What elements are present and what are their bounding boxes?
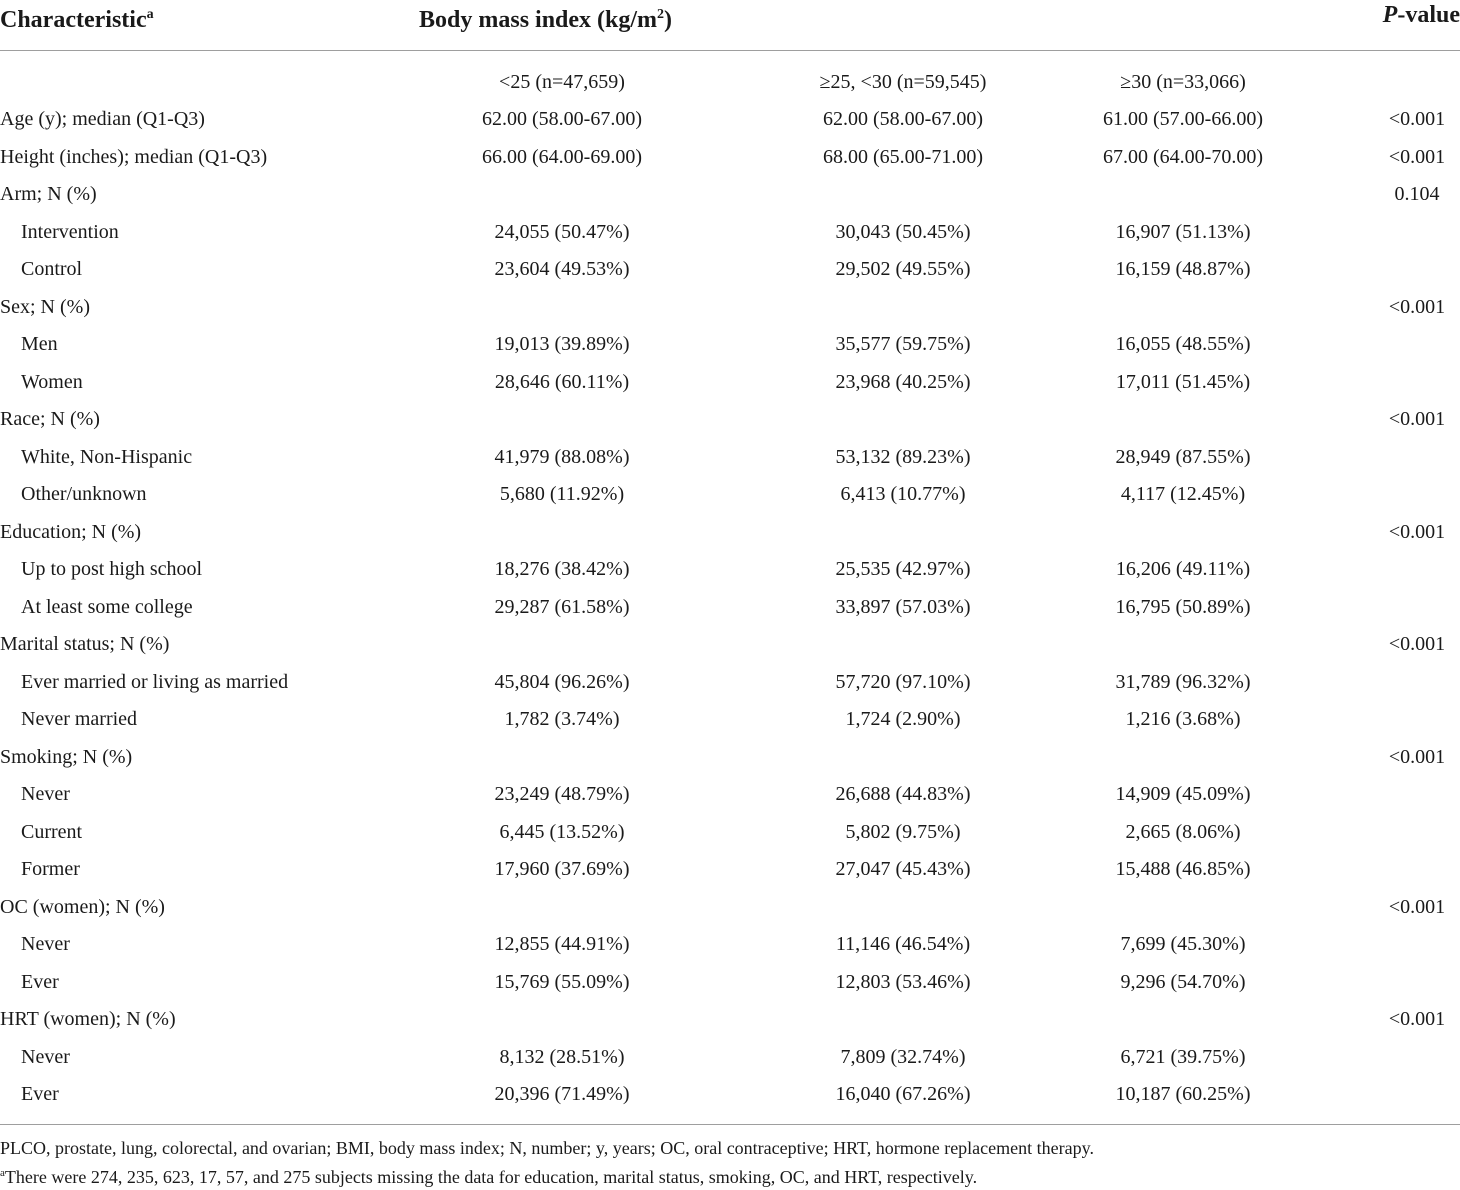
value-bmi-under-25: 19,013 (39.89%) [494, 333, 630, 355]
p-value: <0.001 [1388, 520, 1446, 543]
table-row [0, 739, 1460, 776]
value-bmi-30-plus: 6,721 (39.75%) [1120, 1045, 1246, 1068]
value-bmi-under-25: 24,055 (50.47%) [494, 220, 630, 243]
table-row [0, 889, 1460, 926]
value-bmi-25-to-30: 29,502 (49.55%) [835, 258, 971, 280]
row-label: Ever [21, 970, 59, 993]
value-bmi-25-to-30: 68.00 (65.00-71.00) [823, 145, 983, 168]
table-row [0, 514, 1460, 551]
row-label: Education; N (%) [0, 520, 142, 543]
value-bmi-25-to-30: 26,688 (44.83%) [835, 783, 971, 805]
value-bmi-30-plus: 28,949 (87.55%) [1115, 445, 1251, 468]
value-bmi-25-to-30: 27,047 (45.43%) [835, 858, 971, 880]
value-bmi-under-25: 12,855 (44.91%) [494, 933, 630, 955]
value-bmi-30-plus: 14,909 (45.09%) [1115, 783, 1251, 805]
row-label: Never married [21, 708, 138, 730]
p-value-header: P-value [1382, 2, 1460, 28]
row-label: At least some college [21, 595, 193, 618]
p-value: <0.001 [1388, 108, 1446, 130]
value-bmi-25-to-30: 25,535 (42.97%) [835, 558, 971, 580]
value-bmi-25-to-30: 35,577 (59.75%) [835, 333, 971, 355]
value-bmi-25-to-30: 57,720 (97.10%) [835, 670, 971, 693]
value-bmi-30-plus: 67.00 (64.00-70.00) [1103, 145, 1263, 168]
table-row [0, 214, 1460, 251]
row-label: Former [21, 858, 80, 880]
bmi-group-under-25: <25 (n=47,659) [499, 71, 625, 93]
value-bmi-under-25: 18,276 (38.42%) [494, 558, 630, 580]
row-label: Race; N (%) [0, 408, 100, 430]
missing-data-footnote: $^a$There were 274, 235, 623, 17, 57, and 275 subjects missing the data for education, marital status, smoking, OC, and HRT, respectively. [0, 1167, 978, 1187]
value-bmi-25-to-30: 62.00 (58.00-67.00) [823, 108, 983, 130]
bmi-header: Body mass index $(kg/m^2)$ [419, 7, 673, 33]
row-label: Men [21, 333, 58, 355]
value-bmi-under-25: 20,396 (71.49%) [494, 1083, 630, 1105]
table-row [0, 776, 1460, 813]
table-row [0, 964, 1460, 1001]
value-bmi-under-25: 15,769 (55.09%) [494, 970, 630, 993]
row-label: Current [21, 820, 83, 843]
value-bmi-under-25: 45,804 (96.26%) [494, 670, 630, 693]
table-row [0, 139, 1460, 176]
table-row [0, 589, 1460, 626]
value-bmi-30-plus: 4,117 (12.45%) [1120, 483, 1246, 505]
value-bmi-under-25: 23,604 (49.53%) [494, 258, 630, 280]
value-bmi-25-to-30: 11,146 (46.54%) [835, 933, 971, 955]
row-label: Height (inches); median (Q1-Q3) [0, 145, 268, 168]
value-bmi-under-25: 1,782 (3.74%) [504, 708, 620, 730]
value-bmi-under-25: 28,646 (60.11%) [494, 370, 630, 393]
bmi-group-subheader [0, 64, 1460, 101]
p-value: <0.001 [1388, 295, 1446, 318]
value-bmi-under-25: 41,979 (88.08%) [494, 445, 630, 468]
value-bmi-under-25: 62.00 (58.00-67.00) [482, 108, 642, 130]
value-bmi-30-plus: 9,296 (54.70%) [1120, 970, 1246, 993]
row-label: HRT (women); N (%) [0, 1008, 176, 1030]
bmi-group-30-plus: ≥30 (n=33,066) [1120, 71, 1246, 93]
row-label: Never [21, 783, 70, 805]
table-row [0, 1001, 1460, 1038]
table-row [0, 326, 1460, 363]
table-row [0, 439, 1460, 476]
row-label: OC (women); N (%) [0, 895, 165, 918]
value-bmi-under-25: 5,680 (11.92%) [499, 483, 625, 505]
value-bmi-25-to-30: 53,132 (89.23%) [835, 445, 971, 468]
value-bmi-25-to-30: 7,809 (32.74%) [840, 1045, 966, 1068]
row-label: Up to post high school [21, 558, 203, 580]
table-row [0, 251, 1460, 288]
row-label: Ever married or living as married [21, 670, 289, 693]
table-row [0, 101, 1460, 138]
footnote-marker: a [0, 1167, 5, 1179]
table-row [0, 626, 1460, 663]
value-bmi-under-25: 66.00 (64.00-69.00) [482, 145, 642, 168]
characteristic-header: Characteristic$^a$ [0, 7, 154, 33]
value-bmi-25-to-30: 12,803 (53.46%) [835, 970, 971, 993]
row-label: Women [21, 370, 83, 393]
value-bmi-under-25: 6,445 (13.52%) [499, 820, 625, 843]
table-row [0, 814, 1460, 851]
value-bmi-25-to-30: 1,724 (2.90%) [845, 708, 961, 730]
p-value: <0.001 [1388, 895, 1446, 918]
value-bmi-25-to-30: 30,043 (50.45%) [835, 220, 971, 243]
value-bmi-30-plus: 16,055 (48.55%) [1115, 333, 1251, 355]
value-bmi-30-plus: 7,699 (45.30%) [1120, 933, 1246, 955]
footer-rule [0, 1124, 1460, 1125]
row-label: Intervention [21, 220, 119, 243]
p-value: <0.001 [1388, 1008, 1446, 1030]
value-bmi-30-plus: 2,665 (8.06%) [1125, 820, 1241, 843]
characteristic-footnote-marker: a [146, 7, 154, 22]
row-label: Other/unknown [21, 483, 147, 505]
value-bmi-30-plus: 16,907 (51.13%) [1115, 220, 1251, 243]
p-value: <0.001 [1388, 633, 1446, 655]
p-value: 0.104 [1394, 183, 1440, 205]
table-row [0, 851, 1460, 888]
row-label: Ever [21, 1083, 59, 1105]
table-row [0, 364, 1460, 401]
value-bmi-under-25: 29,287 (61.58%) [494, 595, 630, 618]
value-bmi-30-plus: 10,187 (60.25%) [1115, 1083, 1251, 1105]
row-label: White, Non-Hispanic [21, 445, 193, 468]
value-bmi-25-to-30: 16,040 (67.26%) [835, 1083, 971, 1105]
table-row [0, 1039, 1460, 1076]
row-label: Arm; N (%) [0, 183, 97, 205]
bmi-unit-superscript: 2 [657, 7, 665, 22]
table-row [0, 551, 1460, 588]
value-bmi-25-to-30: 23,968 (40.25%) [835, 370, 971, 393]
bmi-group-25-to-30: ≥25, <30 (n=59,545) [819, 71, 987, 93]
row-label: Never [21, 1045, 70, 1068]
value-bmi-30-plus: 16,159 (48.87%) [1115, 258, 1251, 280]
value-bmi-30-plus: 16,206 (49.11%) [1115, 558, 1251, 580]
table-row [0, 176, 1460, 213]
value-bmi-30-plus: 17,011 (51.45%) [1115, 370, 1251, 393]
value-bmi-30-plus: 16,795 (50.89%) [1115, 595, 1251, 618]
value-bmi-25-to-30: 6,413 (10.77%) [840, 483, 966, 505]
table-row [0, 476, 1460, 513]
value-bmi-30-plus: 15,488 (46.85%) [1115, 858, 1251, 880]
value-bmi-under-25: 23,249 (48.79%) [494, 783, 630, 805]
value-bmi-30-plus: 31,789 (96.32%) [1115, 670, 1251, 693]
value-bmi-30-plus: 61.00 (57.00-66.00) [1103, 108, 1263, 130]
table-row [0, 664, 1460, 701]
p-value: <0.001 [1388, 408, 1446, 430]
table-header [0, 0, 1460, 50]
row-label: Age (y); median (Q1-Q3) [0, 108, 205, 130]
header-rule [0, 50, 1460, 51]
value-bmi-25-to-30: 5,802 (9.75%) [845, 820, 961, 843]
row-label: Sex; N (%) [0, 295, 90, 318]
table-row [0, 1076, 1460, 1113]
table-row [0, 401, 1460, 438]
value-bmi-under-25: 8,132 (28.51%) [499, 1045, 625, 1068]
row-label: Never [21, 933, 70, 955]
row-label: Marital status; N (%) [0, 633, 170, 655]
table-row [0, 701, 1460, 738]
value-bmi-30-plus: 1,216 (3.68%) [1125, 708, 1241, 730]
p-value: <0.001 [1388, 745, 1446, 768]
table-row [0, 926, 1460, 963]
p-value: <0.001 [1388, 145, 1446, 168]
row-label: Control [21, 258, 83, 280]
value-bmi-25-to-30: 33,897 (57.03%) [835, 595, 971, 618]
value-bmi-under-25: 17,960 (37.69%) [494, 858, 630, 880]
abbreviation-footnote: PLCO, prostate, lung, colorectal, and ovarian; BMI, body mass index; N, number; y, years; OC, oral contraceptive; HRT, hormone replacement therapy. [0, 1138, 1094, 1158]
table-row [0, 289, 1460, 326]
row-label: Smoking; N (%) [0, 745, 133, 768]
